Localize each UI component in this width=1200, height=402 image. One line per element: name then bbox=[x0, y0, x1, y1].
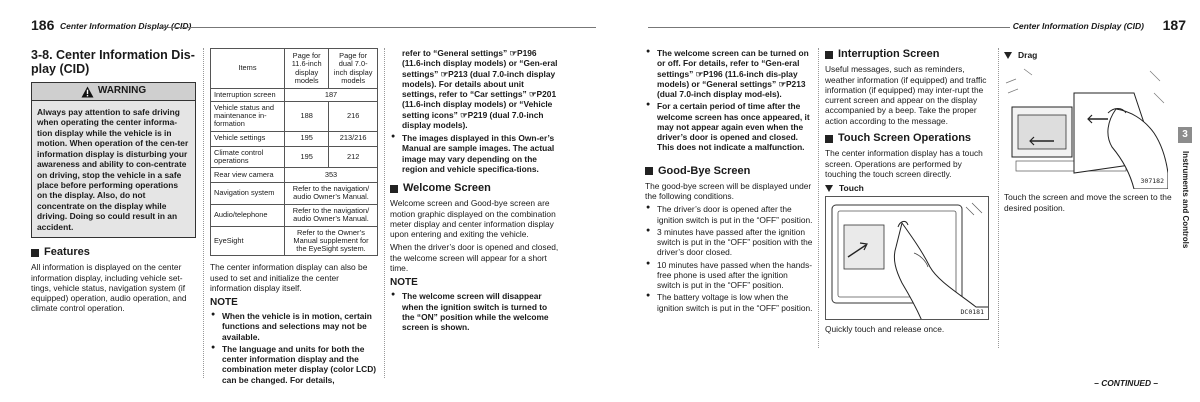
table-cell: 216 bbox=[329, 102, 378, 131]
table-cell: Refer to the Owner’s Manual supplement for the EyeSight system. bbox=[285, 226, 378, 255]
goodbye-intro: The good-bye screen will be displayed under the following conditions. bbox=[645, 180, 812, 202]
table-cell: Vehicle status and maintenance in-formation bbox=[211, 102, 285, 131]
table-cell: 353 bbox=[285, 167, 378, 182]
figure-code: 307182 bbox=[1140, 177, 1164, 186]
table-cell: EyeSight bbox=[211, 226, 285, 255]
table-header-cell: Page for dual 7.0-inch display models bbox=[329, 49, 378, 89]
goodbye-conditions bbox=[645, 204, 813, 313]
list-item: ● The driver’s door is opened after the ignition switch is put in the “OFF” position. bbox=[645, 204, 813, 225]
list-item: ● The images displayed in this Own-er’s Manual are sample images. The actual image may vary depending on the region and vehicle specifica-tions. bbox=[390, 133, 560, 174]
column-divider bbox=[384, 48, 385, 378]
table-row bbox=[211, 167, 378, 182]
drag-figure bbox=[1004, 63, 1168, 189]
table-cell: Vehicle settings bbox=[211, 131, 285, 146]
table-header-cell: Items bbox=[211, 49, 285, 89]
drag-illustration bbox=[1004, 63, 1168, 189]
table-header-row bbox=[211, 49, 378, 89]
welcome-bullets bbox=[645, 48, 813, 153]
list-item: ● For a certain period of time after the welcome screen has once appeared, it may not appear again even when the driver’s door is opened and closed. This does not indicate a malfunction. bbox=[645, 101, 813, 152]
table-row bbox=[211, 182, 378, 204]
chapter-tab-label: Instruments and Controls bbox=[1180, 151, 1190, 249]
right-column-3 bbox=[1004, 48, 1172, 216]
note-list bbox=[210, 311, 378, 385]
chapter-tab-number[interactable]: 3 bbox=[1178, 127, 1192, 143]
left-page-number: 186 bbox=[31, 17, 55, 33]
table-cell: Interruption screen bbox=[211, 89, 285, 102]
note-list bbox=[390, 133, 560, 174]
list-item: ● The language and units for both the center information display and the combination meter display (color LCD) can be changed. For details, bbox=[210, 344, 378, 385]
table-cell: Refer to the navigation/ audio Owner’s Manual. bbox=[285, 182, 378, 204]
list-item: ● The welcome screen can be turned on or off. For details, refer to “Gen-eral settings” ☞P196 (11.6-inch dis-play models) or “General settings” ☞P213 (dual 7.0-inch display mod-els). bbox=[645, 48, 813, 99]
right-column-2 bbox=[825, 48, 993, 338]
drag-caption: Touch the screen and move the screen to the desired position. bbox=[1004, 192, 1172, 213]
after-table-text: The center information display can also be used to set and initialize the center information display itself. bbox=[210, 262, 368, 293]
table-cell: Rear view camera bbox=[211, 167, 285, 182]
table-cell: Refer to the navigation/ audio Owner’s Manual. bbox=[285, 204, 378, 226]
header-rule bbox=[648, 27, 1010, 28]
page-reference-table bbox=[210, 48, 378, 256]
square-bullet-icon bbox=[825, 135, 833, 143]
warning-box bbox=[31, 82, 196, 238]
table-cell: 195 bbox=[285, 146, 329, 167]
touch-operations-heading: Touch Screen Operations bbox=[825, 132, 993, 145]
warning-text: Always pay attention to safe driving when operating the center informa-tion display while the vehicle is in motion. When operation of the cen-ter information display is disturbing your awareness and ability to con-centrate on driving, stop the vehicle in a safe place before performing operations on the display. Also, do not concentrate on the display while driving. Doing so could result in an accident. bbox=[37, 107, 189, 232]
column-divider bbox=[818, 48, 819, 348]
features-heading: Features bbox=[31, 246, 196, 259]
features-text: All information is displayed on the center information display, including vehicle set-tings, vehicle status, navigation system (if equipped) operation, audio operation, and climate control operation. bbox=[31, 262, 187, 314]
table-cell: 212 bbox=[329, 146, 378, 167]
table-row bbox=[211, 102, 378, 131]
table-row bbox=[211, 146, 378, 167]
right-page-header bbox=[648, 17, 1200, 34]
header-rule bbox=[161, 27, 596, 28]
left-column-1 bbox=[31, 48, 196, 317]
warning-label: WARNING bbox=[97, 85, 147, 97]
left-header-title: Center Information Display (CID) bbox=[60, 21, 192, 31]
left-column-2 bbox=[210, 48, 378, 387]
square-bullet-icon bbox=[31, 249, 39, 257]
left-page-header bbox=[31, 17, 596, 34]
touch-label: Touch bbox=[825, 183, 993, 193]
right-header-title: Center Information Display (CID) bbox=[1012, 21, 1144, 31]
section-title: 3-8. Center Information Dis- play (CID) bbox=[31, 48, 195, 76]
table-cell: 188 bbox=[285, 102, 329, 131]
list-item: ● The battery voltage is low when the ignition switch is put in the “OFF” position. bbox=[645, 292, 813, 313]
warning-header bbox=[32, 83, 195, 101]
table-cell: Audio/telephone bbox=[211, 204, 285, 226]
figure-code: DC0181 bbox=[960, 307, 984, 316]
square-bullet-icon bbox=[390, 185, 398, 193]
column-divider bbox=[203, 48, 204, 378]
column-divider bbox=[998, 48, 999, 348]
square-bullet-icon bbox=[825, 51, 833, 59]
table-cell: 187 bbox=[285, 89, 378, 102]
table-row bbox=[211, 226, 378, 255]
left-column-3 bbox=[390, 48, 560, 334]
table-cell: 195 bbox=[285, 131, 329, 146]
table-row bbox=[211, 89, 378, 102]
welcome-text-2: When the driver’s door is opened and closed, the welcome screen will appear for a short time. bbox=[390, 242, 559, 273]
touch-illustration bbox=[826, 197, 989, 320]
list-item: ● 10 minutes have passed when the hands-free phone is used after the ignition switch is put in the “OFF” position. bbox=[645, 260, 813, 291]
list-item: ● 3 minutes have passed after the ignition switch is put in the “OFF” position with the driver’s door closed. bbox=[645, 227, 813, 258]
touch-caption: Quickly touch and release once. bbox=[825, 324, 945, 335]
welcome-text-1: Welcome screen and Good-bye screen are motion graphic displayed on the combination meter display and center information display upon entering and exiting the vehicle. bbox=[390, 198, 556, 240]
warning-triangle-icon bbox=[81, 86, 94, 98]
interruption-heading: Interruption Screen bbox=[825, 48, 993, 61]
note-list bbox=[390, 291, 560, 332]
right-page-number: 187 bbox=[1162, 17, 1186, 33]
list-item: ● When the vehicle is in motion, certain functions and selections may not be available. bbox=[210, 311, 378, 342]
welcome-heading: Welcome Screen bbox=[390, 182, 560, 195]
touch-figure bbox=[825, 196, 989, 320]
touch-operations-text: The center information display has a touch screen. Operations are performed by touching the touch screen directly. bbox=[825, 148, 983, 179]
note-heading: NOTE bbox=[210, 297, 238, 309]
drag-label: Drag bbox=[1004, 50, 1172, 60]
table-row bbox=[211, 204, 378, 226]
table-header-cell: Page for 11.6-inch display models bbox=[285, 49, 329, 89]
table-cell: Navigation system bbox=[211, 182, 285, 204]
table-row bbox=[211, 131, 378, 146]
note-continuation: refer to “General settings” ☞P196 (11.6-inch display models) or “Gen-eral settings” ☞P213 (dual 7.0-inch display models). For details about unit settings, refer to “Car settings” ☞P201 (11.6-inch display models) or “Vehicle setting icons” ☞P219 (dual 7.0-inch display models). bbox=[402, 48, 558, 130]
list-item: ● The welcome screen will disappear when the ignition switch is turned to the “ON” position while the welcome screen is shown. bbox=[390, 291, 560, 332]
right-column-1 bbox=[645, 48, 813, 315]
down-triangle-icon bbox=[1004, 52, 1012, 59]
goodbye-heading: Good-Bye Screen bbox=[645, 165, 813, 178]
interruption-text: Useful messages, such as reminders, weather information (if equipped) and traffic information (if equipped) may inter-rupt the current screen and appear on the display accompanied by a beep. Take the proper action according to the message. bbox=[825, 64, 987, 126]
down-triangle-icon bbox=[825, 185, 833, 192]
continued-label: – CONTINUED – bbox=[1094, 378, 1158, 388]
square-bullet-icon bbox=[645, 167, 653, 175]
table-cell: Climate control operations bbox=[211, 146, 285, 167]
note-heading: NOTE bbox=[390, 277, 418, 289]
table-cell: 213/216 bbox=[329, 131, 378, 146]
